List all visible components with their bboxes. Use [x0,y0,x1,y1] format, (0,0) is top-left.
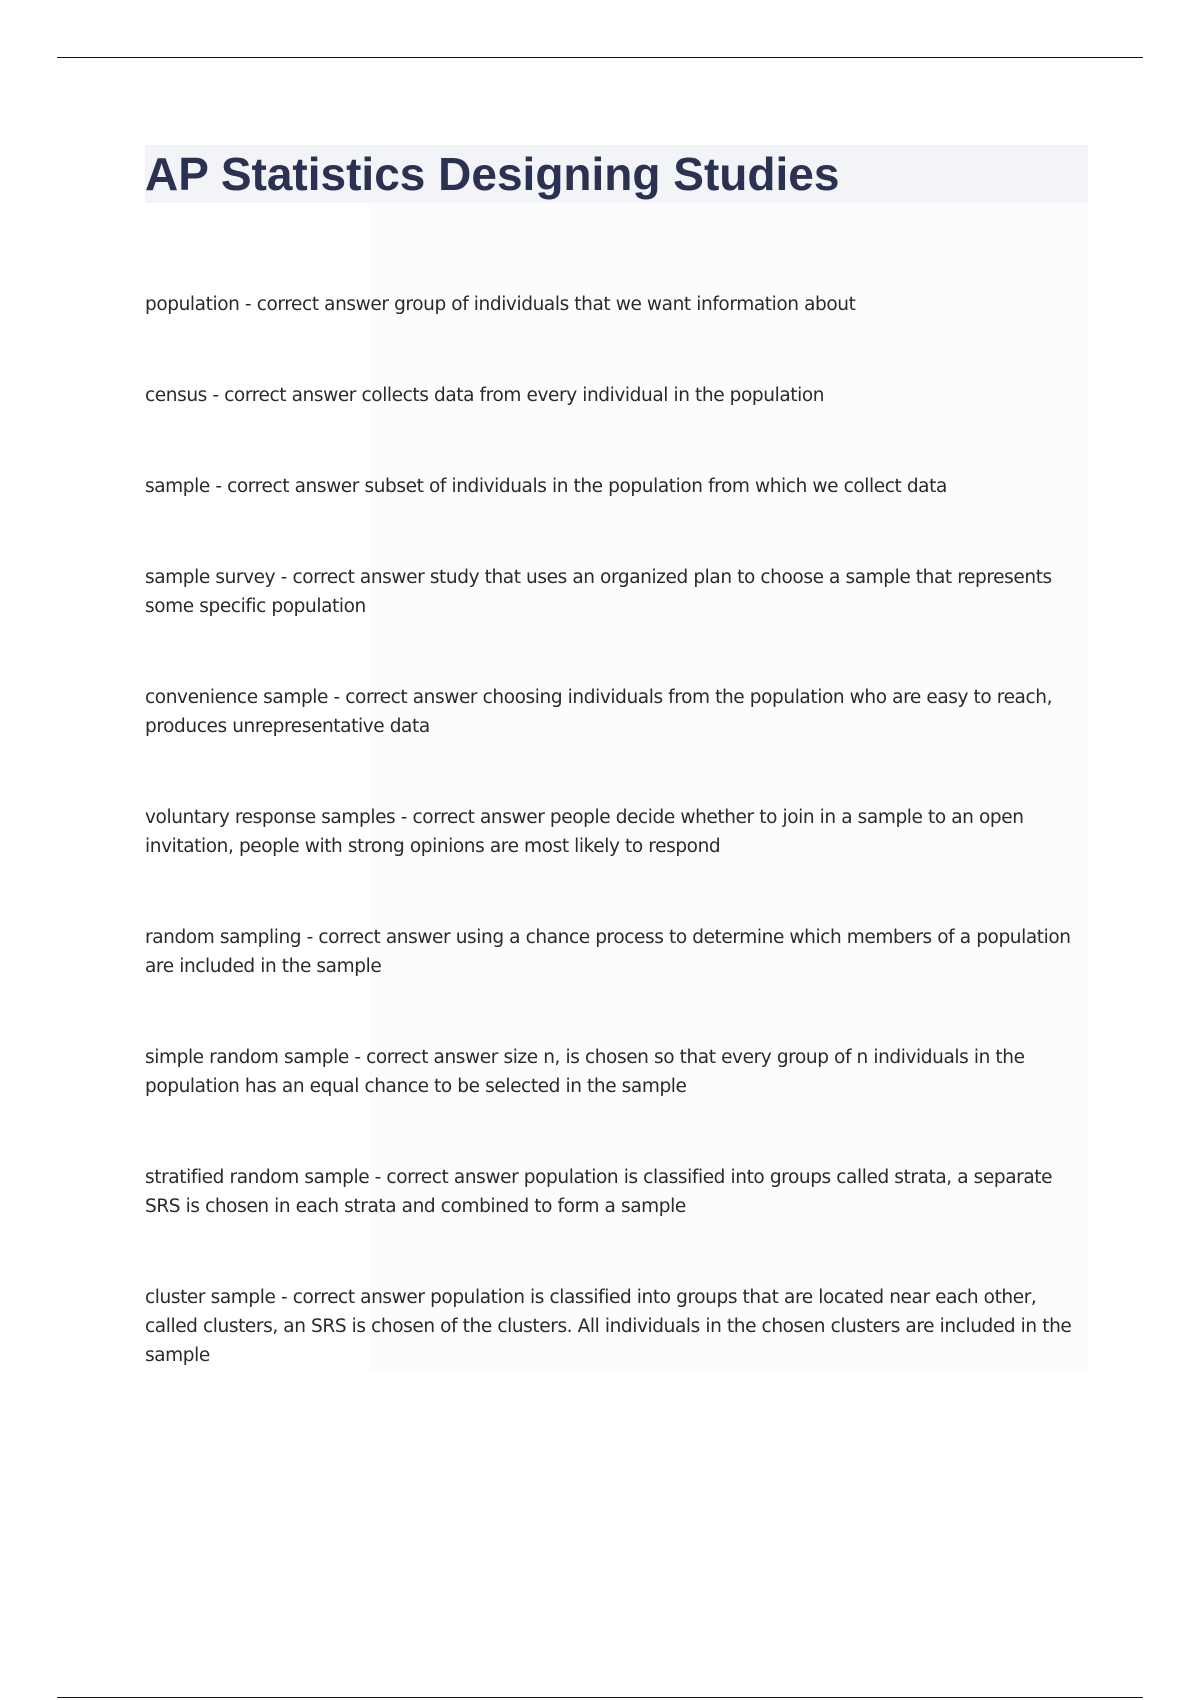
term-separator: - correct answer [239,294,395,315]
term-separator: - correct answer [369,1167,524,1188]
term-name: random sampling [145,927,302,948]
term-name: population [145,294,240,315]
term-separator: - correct answer [206,385,362,406]
term-separator: - correct answer [348,1047,504,1068]
term-name: sample [145,476,210,497]
term-item [145,923,1088,981]
term-name: stratified random sample [145,1167,370,1188]
term-item [145,683,1088,741]
term-definition: size n, is chosen so that every group of n individuals in the population has an equal chance to be selected in the sample [145,1047,1025,1097]
term-separator: - correct answer [301,927,456,948]
bottom-rule [57,1697,1143,1698]
term-definition: population is classified into groups called strata, a separate SRS is chosen in each strata and combined to form a sample [145,1167,1053,1217]
term-separator: - correct answer [209,476,365,497]
term-definition: using a chance process to determine which members of a population are included in the sample [145,927,1071,977]
term-name: convenience sample [145,687,329,708]
term-name: census [145,385,207,406]
term-definition: population is classified into groups that are located near each other, called clusters, an SRS is chosen of the clusters. All individuals in the chosen clusters are included in the sample [145,1287,1072,1366]
term-item [145,472,1088,501]
term-definition: study that uses an organized plan to choose a sample that represents some specific population [145,567,1052,617]
top-rule [57,57,1143,58]
term-item [145,1163,1088,1221]
page-title: AP Statistics Designing Studies [145,148,840,200]
term-name: voluntary response samples [145,807,396,828]
term-item [145,563,1088,621]
term-separator: - correct answer [395,807,550,828]
term-separator: - correct answer [275,1287,431,1308]
term-item [145,803,1088,861]
term-item [145,1043,1088,1101]
term-definition: group of individuals that we want information about [394,294,856,315]
term-name: cluster sample [145,1287,276,1308]
term-item [145,381,1088,410]
term-name: simple random sample [145,1047,349,1068]
term-item [145,290,1088,319]
term-separator: - correct answer [275,567,430,588]
term-definition: subset of individuals in the population from which we collect data [364,476,947,497]
term-definition: choosing individuals from the population who are easy to reach, produces unrepresentative data [145,687,1053,737]
term-separator: - correct answer [328,687,483,708]
term-list [145,290,1088,1432]
term-name: sample survey [145,567,276,588]
term-definition: collects data from every individual in the population [361,385,825,406]
term-item [145,1283,1088,1370]
term-definition: people decide whether to join in a sample to an open invitation, people with strong opinions are most likely to respond [145,807,1024,857]
